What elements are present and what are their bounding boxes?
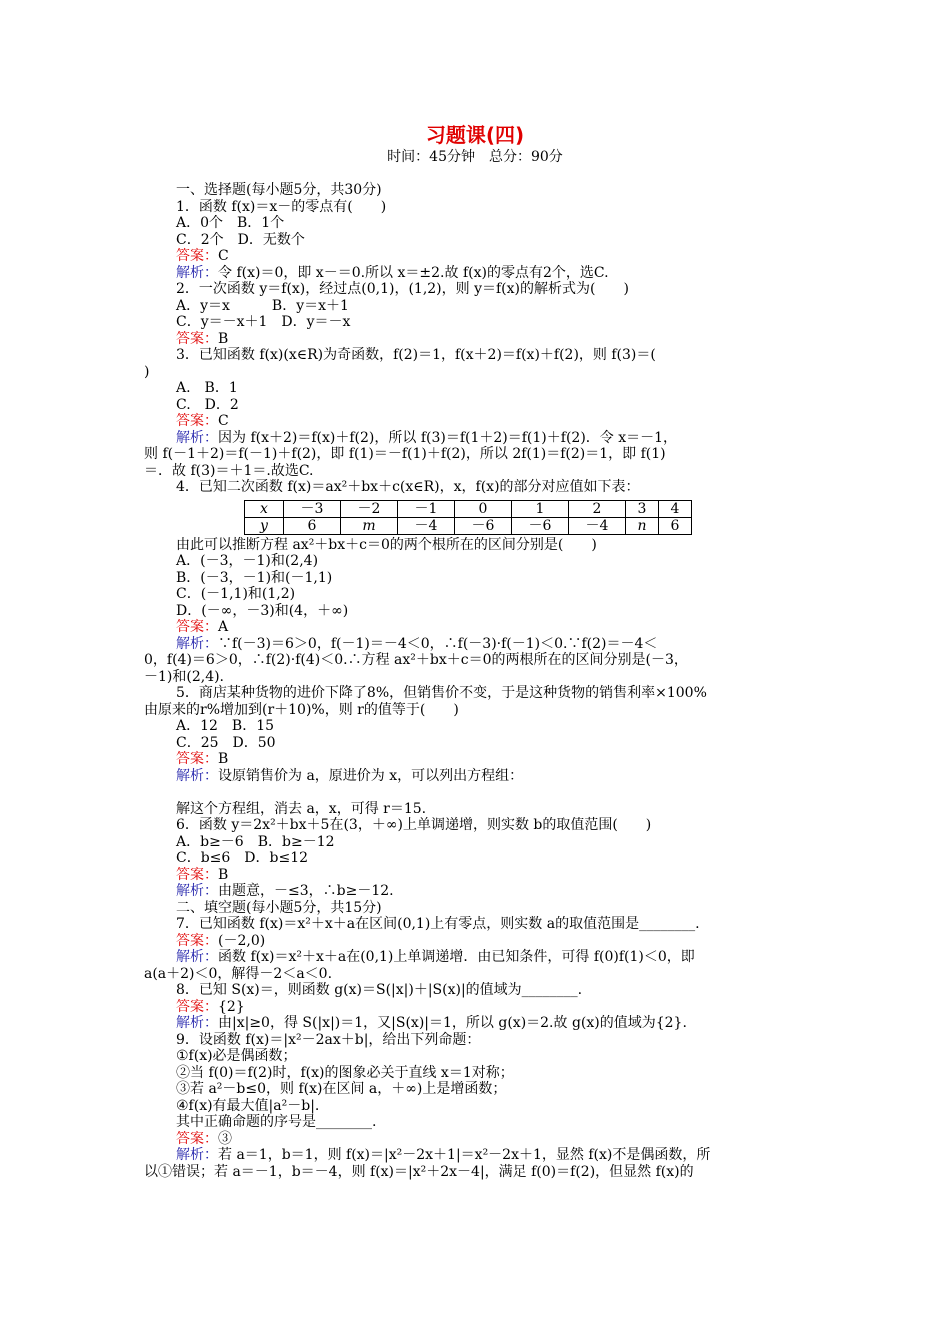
q2-answer-value: B bbox=[218, 330, 229, 347]
table-cell: 6 bbox=[284, 517, 341, 534]
q5-explanation-text: 设原销售价为 a，原进价为 x，可以列出方程组： bbox=[218, 767, 524, 784]
q3-options-ab: A. B．1 bbox=[176, 380, 238, 396]
q3-answer-value: C bbox=[218, 413, 229, 429]
table-cell: －2 bbox=[341, 500, 398, 517]
q4-stem: 4．已知二次函数 f(x)＝ax²＋bx＋c(x∈R)，x，f(x)的部分对应值如下表： bbox=[176, 479, 640, 495]
table-cell: 4 bbox=[659, 500, 692, 517]
q7-explanation-text: 函数 f(x)＝x²＋x＋a在(0,1)上单调递增．由已知条件，可得 f(0)f(1)＜0，即 bbox=[218, 949, 695, 965]
table-cell: －4 bbox=[569, 517, 626, 534]
q9-explanation-line2: 以①错误；若 a＝－1，b＝－4，则 f(x)＝|x²＋2x－4|，满足 f(0)＝f(2)，但显然 f(x)的 bbox=[144, 1163, 694, 1180]
table-cell: 0 bbox=[455, 500, 512, 517]
explanation-label: 解析： bbox=[176, 1147, 218, 1163]
explanation-label: 解析： bbox=[176, 1015, 218, 1031]
answer-label: 答案： bbox=[176, 619, 218, 635]
answer-label: 答案： bbox=[176, 1130, 218, 1147]
q4-option-d: D．(－∞，－3)和(4，＋∞) bbox=[176, 602, 349, 619]
q9-item-2: ②当 f(0)＝f(2)时，f(x)的图象必关于直线 x＝1对称； bbox=[176, 1064, 514, 1081]
explanation-label: 解析： bbox=[176, 949, 218, 965]
q2-stem: 2．一次函数 y＝f(x)，经过点(0,1)，(1,2)，则 y＝f(x)的解析式为( ) bbox=[176, 281, 629, 297]
explanation-label: 解析： bbox=[176, 264, 218, 281]
q4-follow: 由此可以推断方程 ax²＋bx＋c＝0的两个根所在的区间分别是( ) bbox=[176, 536, 597, 553]
q1-options-ab: A．0个 B．1个 bbox=[176, 215, 285, 231]
table-cell: 3 bbox=[626, 500, 659, 517]
q4-explanation-text: ∵f(－3)＝6＞0，f(－1)＝－4＜0，∴f(－3)·f(－1)＜0.∵f(2)＝－4＜ bbox=[218, 635, 658, 652]
q4-option-c: C．(－1,1)和(1,2) bbox=[176, 586, 296, 602]
q5-explanation bbox=[144, 768, 810, 785]
page-subtitle: 时间：45分钟 总分：90分 bbox=[387, 149, 563, 165]
q1-answer-value: C bbox=[218, 248, 229, 264]
table-cell: m bbox=[341, 517, 398, 534]
table-cell: 6 bbox=[659, 517, 692, 534]
q2-options-ab: A．y＝x B．y＝x＋1 bbox=[176, 297, 349, 314]
q9-item-4: ④f(x)有最大值|a²－b|. bbox=[176, 1097, 320, 1114]
q7-answer bbox=[144, 933, 810, 950]
q4-option-b: B．(－3，－1)和(－1,1) bbox=[176, 569, 333, 586]
q7-explanation-line2: a(a＋2)＜0，解得－2＜a＜0. bbox=[144, 965, 333, 982]
answer-label: 答案： bbox=[176, 413, 218, 429]
q6-options-cd: C．b≤6 D．b≤12 bbox=[176, 850, 309, 866]
q9-item-3: ③若 a²－b≤0，则 f(x)在区间 a，＋∞)上是增函数； bbox=[176, 1081, 507, 1097]
section-header-choice: 一、选择题(每小题5分，共30分) bbox=[176, 182, 382, 198]
table-cell: －4 bbox=[398, 517, 455, 534]
explanation-label: 解析： bbox=[176, 767, 218, 784]
q4-explanation bbox=[144, 636, 810, 653]
q2-options-cd: C．y＝－x＋1 D．y＝－x bbox=[176, 314, 351, 330]
q3-explanation-line3: ＝．故 f(3)＝＋1＝.故选C. bbox=[144, 462, 314, 479]
q3-explanation-line2: 则 f(－1＋2)＝f(－1)＋f(2)，即 f(1)＝－f(1)＋f(2)，所以 2f(1)＝f(2)＝1，即 f(1) bbox=[144, 446, 666, 462]
q3-answer bbox=[144, 413, 810, 430]
q7-explanation bbox=[144, 949, 810, 966]
answer-label: 答案： bbox=[176, 751, 218, 767]
q3-explanation bbox=[144, 430, 810, 447]
table-cell: y bbox=[245, 517, 284, 534]
q1-stem: 1．函数 f(x)＝x－的零点有( ) bbox=[176, 198, 387, 215]
page-title: 习题课(四) bbox=[425, 123, 525, 147]
explanation-label: 解析： bbox=[176, 429, 218, 446]
q9-item-1: ①f(x)必是偶函数； bbox=[176, 1048, 297, 1064]
q8-explanation-text: 由|x|≥0，得 S(|x|)＝1，又|S(x)|＝1，所以 g(x)＝2.故 g(x)的值域为{2}. bbox=[218, 1015, 687, 1031]
q3-explanation-text: 因为 f(x＋2)＝f(x)＋f(2)，所以 f(3)＝f(1＋2)＝f(1)＋f(2)．令 x＝－1， bbox=[218, 429, 678, 446]
explanation-label: 解析： bbox=[176, 635, 218, 652]
q9-explanation-text: 若 a＝1，b＝1，则 f(x)＝|x²－2x＋1|＝x²－2x＋1，显然 f(x)不是偶函数，所 bbox=[218, 1147, 711, 1163]
q5-options-cd: C．25 D．50 bbox=[176, 734, 276, 751]
q3-stem: 3．已知函数 f(x)(x∈R)为奇函数，f(2)＝1，f(x＋2)＝f(x)＋f(2)，则 f(3)＝( bbox=[176, 347, 656, 363]
q7-answer-value: (－2,0) bbox=[218, 932, 266, 949]
q5-answer bbox=[144, 751, 810, 768]
q6-explanation-text: 由题意，－≤3，∴b≥－12. bbox=[218, 883, 394, 899]
q9-follow: 其中正确命题的序号是________. bbox=[176, 1114, 377, 1130]
q8-answer-value: {2} bbox=[218, 998, 245, 1015]
table-cell: x bbox=[245, 500, 284, 517]
q8-stem: 8．已知 S(x)＝，则函数 g(x)＝S(|x|)＋|S(x)|的值域为________. bbox=[176, 982, 583, 998]
q9-explanation bbox=[144, 1147, 810, 1164]
q6-stem: 6．函数 y＝2x²＋bx＋5在(3，＋∞)上单调递增，则实数 b的取值范围( ) bbox=[176, 817, 652, 833]
q4-value-table bbox=[244, 500, 692, 535]
q3-stem-cont: ) bbox=[144, 363, 150, 380]
q9-stem: 9．设函数 f(x)＝|x²－2ax＋b|，给出下列命题： bbox=[176, 1031, 481, 1048]
q5-options-ab: A．12 B．15 bbox=[176, 718, 275, 734]
document-body bbox=[144, 182, 810, 1180]
table-row bbox=[245, 500, 692, 517]
q6-answer-value: B bbox=[218, 866, 229, 883]
equation-gap bbox=[144, 784, 810, 801]
q4-answer-value: A bbox=[218, 619, 229, 635]
table-cell: －1 bbox=[398, 500, 455, 517]
table-cell: 2 bbox=[569, 500, 626, 517]
answer-label: 答案： bbox=[176, 866, 218, 883]
q8-explanation bbox=[144, 1015, 810, 1032]
q1-explanation bbox=[144, 265, 810, 282]
q4-option-a: A．(－3，－1)和(2,4) bbox=[176, 553, 319, 569]
section-header-fill: 二、填空题(每小题5分，共15分) bbox=[176, 899, 382, 916]
answer-label: 答案： bbox=[176, 932, 218, 949]
q1-answer bbox=[144, 248, 810, 265]
table-cell: －3 bbox=[284, 500, 341, 517]
q6-answer bbox=[144, 867, 810, 884]
q2-answer bbox=[144, 331, 810, 348]
q4-explanation-line3: －1)和(2,4). bbox=[144, 668, 225, 685]
table-row bbox=[245, 517, 692, 534]
q7-stem: 7．已知函数 f(x)＝x²＋x＋a在区间(0,1)上有零点，则实数 a的取值范围是________. bbox=[176, 916, 700, 932]
answer-label: 答案： bbox=[176, 248, 218, 264]
q5-stem: 5．商店某种货物的进价下降了8%，但销售价不变，于是这种货物的销售利率×100% bbox=[176, 685, 707, 701]
answer-label: 答案： bbox=[176, 998, 218, 1015]
q1-explanation-text: 令 f(x)＝0，即 x－＝0.所以 x＝±2.故 f(x)的零点有2个，选C. bbox=[218, 264, 609, 281]
q8-answer bbox=[144, 999, 810, 1016]
q5-answer-value: B bbox=[218, 751, 229, 767]
table-cell: n bbox=[626, 517, 659, 534]
q4-answer bbox=[144, 619, 810, 636]
q1-options-cd: C．2个 D．无数个 bbox=[176, 231, 305, 248]
q5-explanation-line2: 解这个方程组，消去 a，x，可得 r＝15. bbox=[176, 800, 427, 817]
q9-answer bbox=[144, 1131, 810, 1148]
table-cell: 1 bbox=[512, 500, 569, 517]
q3-options-cd: C. D．2 bbox=[176, 396, 239, 413]
table-cell: －6 bbox=[455, 517, 512, 534]
answer-label: 答案： bbox=[176, 330, 218, 347]
q9-answer-value: ③ bbox=[218, 1130, 232, 1147]
q6-explanation bbox=[144, 883, 810, 900]
q4-explanation-line2: 0，f(4)＝6＞0，∴f(2)·f(4)＜0.∴方程 ax²＋bx＋c＝0的两根所在的区间分别是(－3， bbox=[144, 652, 688, 668]
table-cell: －6 bbox=[512, 517, 569, 534]
q5-stem-cont: 由原来的r%增加到(r＋10)%，则 r的值等于( ) bbox=[144, 701, 459, 718]
q6-options-ab: A．b≥－6 B．b≥－12 bbox=[176, 833, 335, 850]
explanation-label: 解析： bbox=[176, 883, 218, 899]
